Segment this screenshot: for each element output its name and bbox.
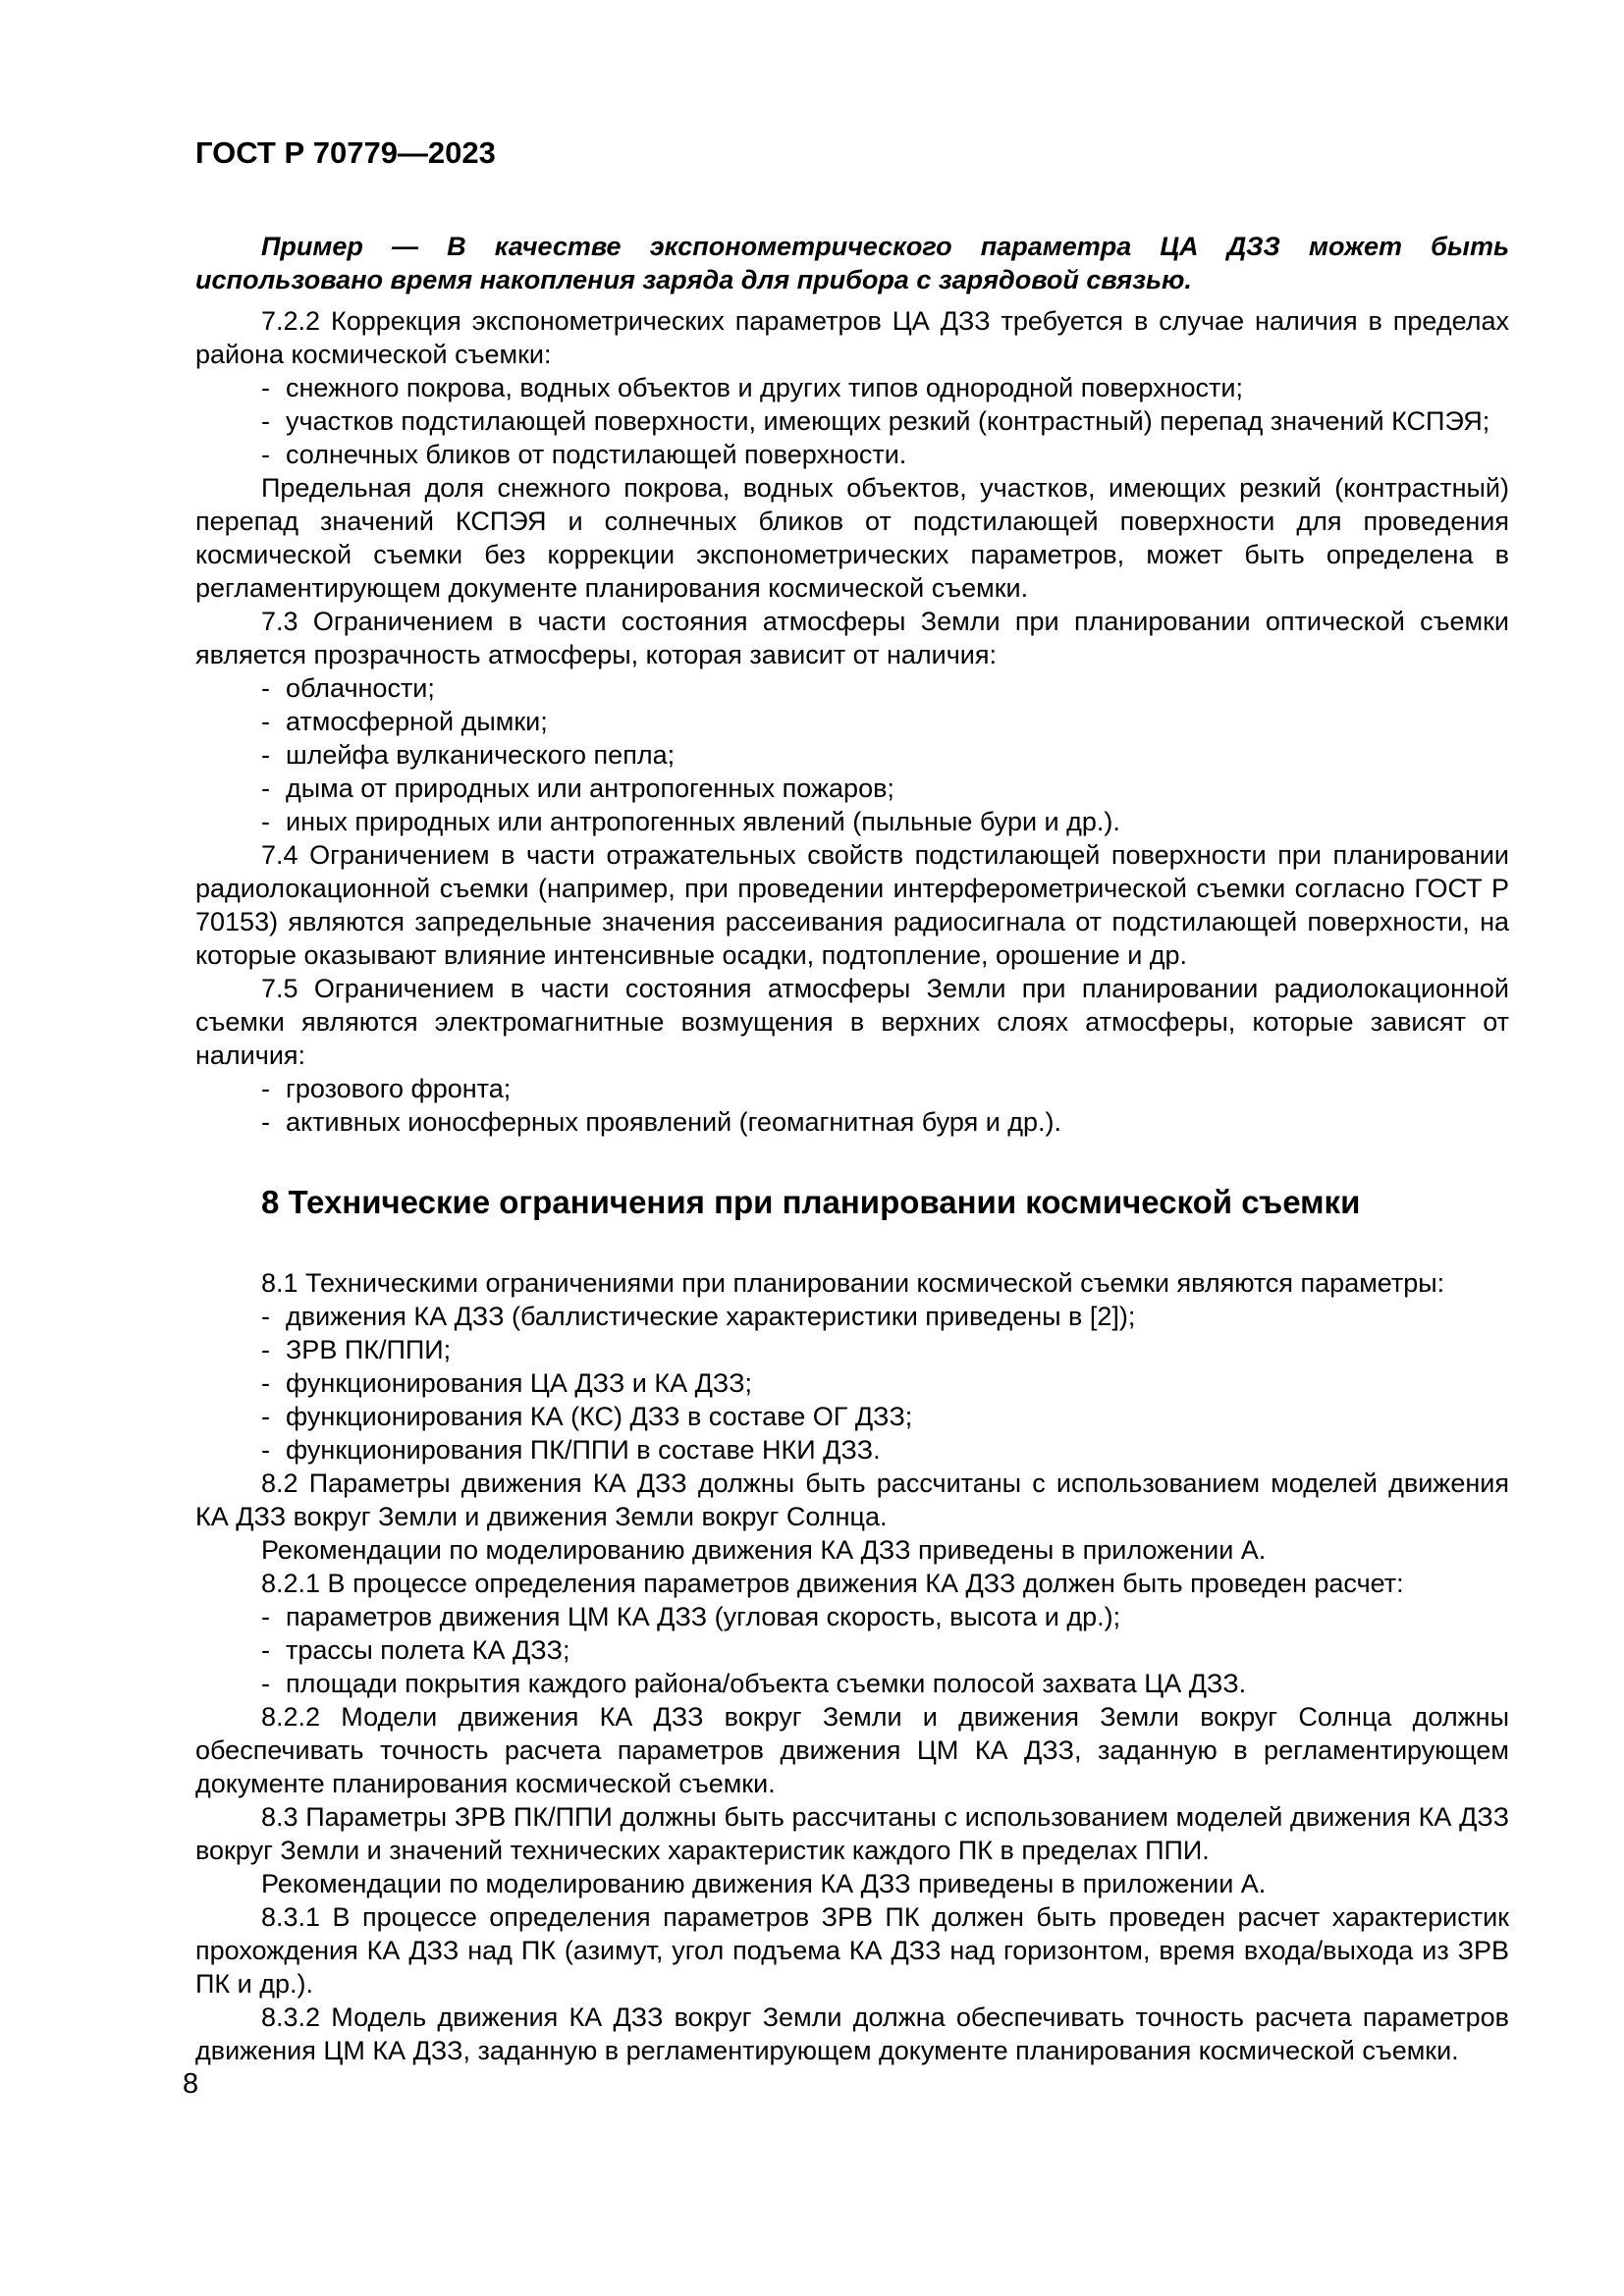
- dash-marker: -: [261, 1402, 270, 1431]
- list-item-text: грозового фронта;: [286, 1074, 512, 1103]
- paragraph-8-3: 8.3 Параметры ЗРВ ПК/ППИ должны быть рассчитаны с использованием моделей движения КА ДЗЗ вокруг Земли и значений технических характеристик каждого ПК в пределах ППИ.: [195, 1802, 1509, 1865]
- list-7-2-2: [195, 371, 1509, 471]
- dash-marker: -: [261, 707, 270, 736]
- list-item: [195, 1433, 1509, 1467]
- list-item: [195, 371, 1509, 404]
- list-8-2-1: [195, 1600, 1509, 1700]
- list-item: [195, 438, 1509, 471]
- list-item: [195, 1667, 1509, 1700]
- list-item: [195, 1072, 1509, 1105]
- paragraph-8-2-1: 8.2.1 В процессе определения параметров движения КА ДЗЗ должен быть проведен расчет:: [261, 1569, 1404, 1598]
- list-item-text: шлейфа вулканического пепла;: [286, 740, 676, 770]
- paragraph-8-2-recommendation: Рекомендации по моделированию движения КА ДЗЗ приведены в приложении А.: [261, 1535, 1267, 1565]
- list-item: [195, 671, 1509, 705]
- list-item-text: иных природных или антропогенных явлений (пыльные бури и др.).: [286, 807, 1120, 836]
- paragraph-7-2-2: 7.2.2 Коррекция экспонометрических параметров ЦА ДЗЗ требуется в случае наличия в пределах района космической съемки:: [195, 306, 1509, 369]
- list-item-text: параметров движения ЦМ КА ДЗЗ (угловая скорость, высота и др.);: [286, 1602, 1121, 1631]
- list-item-text: атмосферной дымки;: [286, 707, 548, 736]
- dash-marker: -: [261, 1074, 270, 1103]
- dash-marker: -: [261, 1635, 270, 1665]
- list-item-text: облачности;: [286, 673, 435, 703]
- list-item: [195, 404, 1509, 438]
- list-8-1: [195, 1300, 1509, 1467]
- paragraph-8-3-recommendation: Рекомендации по моделированию движения КА ДЗЗ приведены в приложении А.: [261, 1869, 1267, 1898]
- list-item-text: ЗРВ ПК/ППИ;: [286, 1335, 452, 1364]
- list-item: [195, 1633, 1509, 1667]
- dash-marker: -: [261, 440, 270, 469]
- paragraph-8-3-1: 8.3.1 В процессе определения параметров ЗРВ ПК должен быть проведен расчет характеристик прохождения КА ДЗЗ над ПК (азимут, угол подъема КА ДЗЗ над горизонтом, время входа/выхода из ЗРВ ПК и др.).: [195, 1902, 1509, 1999]
- list-item: [195, 805, 1509, 838]
- list-item-text: дыма от природных или антропогенных пожаров;: [286, 774, 894, 803]
- list-item: [195, 1400, 1509, 1433]
- section-8-heading: 8 Технические ограничения при планировании космической съемки: [261, 1184, 1361, 1220]
- list-item-text: функционирования ЦА ДЗЗ и КА ДЗЗ;: [286, 1368, 753, 1398]
- list-item: [195, 1333, 1509, 1366]
- dash-marker: -: [261, 774, 270, 803]
- dash-marker: -: [261, 1435, 270, 1465]
- paragraph-7-5: 7.5 Ограничением в части состояния атмосферы Земли при планировании радиолокационной съемки являются электромагнитные возмущения в верхних слоях атмосферы, которые зависят от наличия:: [195, 974, 1509, 1070]
- list-item-text: трассы полета КА ДЗЗ;: [286, 1635, 570, 1665]
- dash-marker: -: [261, 373, 270, 402]
- list-item-text: площади покрытия каждого района/объекта съемки полосой захвата ЦА ДЗЗ.: [286, 1669, 1247, 1698]
- dash-marker: -: [261, 1602, 270, 1631]
- list-item: [195, 1600, 1509, 1633]
- dash-marker: -: [261, 740, 270, 770]
- list-7-5: [195, 1072, 1509, 1139]
- list-item-text: солнечных бликов от подстилающей поверхности.: [286, 440, 907, 469]
- dash-marker: -: [261, 1669, 270, 1698]
- paragraph-8-3-2: 8.3.2 Модель движения КА ДЗЗ вокруг Земли должна обеспечивать точность расчета параметров движения ЦМ КА ДЗЗ, заданную в регламентирующем документе планирования космической съемки.: [195, 2002, 1509, 2065]
- dash-marker: -: [261, 1335, 270, 1364]
- paragraph-7-3: 7.3 Ограничением в части состояния атмосферы Земли при планировании оптической съемки является прозрачность атмосферы, которая зависит от наличия:: [195, 607, 1509, 669]
- list-item-text: участков подстилающей поверхности, имеющих резкий (контрастный) перепад значений КСПЭЯ;: [286, 406, 1490, 436]
- dash-marker: -: [261, 807, 270, 836]
- list-item: [195, 1366, 1509, 1400]
- list-item-text: функционирования ПК/ППИ в составе НКИ ДЗЗ.: [286, 1435, 881, 1465]
- list-item: [195, 705, 1509, 738]
- paragraph-8-1: 8.1 Техническими ограничениями при планировании космической съемки являются параметры:: [261, 1268, 1445, 1298]
- document-code: ГОСТ Р 70779—2023: [195, 135, 496, 170]
- list-item-text: движения КА ДЗЗ (баллистические характеристики приведены в [2]);: [286, 1302, 1136, 1331]
- paragraph-8-2: 8.2 Параметры движения КА ДЗЗ должны быть рассчитаны с использованием моделей движения КА ДЗЗ вокруг Земли и движения Земли вокруг Солнца.: [195, 1468, 1509, 1531]
- paragraph-limit-share: Предельная доля снежного покрова, водных объектов, участков, имеющих резкий (контрастный) перепад значений КСПЭЯ и солнечных бликов от подстилающей поверхности для проведения космической съемки без коррекции экспонометрических параметров, может быть определена в регламентирующем документе планирования космической съемки.: [195, 473, 1509, 603]
- page-number: 8: [183, 2068, 199, 2100]
- page-content: [195, 135, 1509, 2067]
- list-item: [195, 772, 1509, 805]
- list-7-3: [195, 671, 1509, 838]
- list-item: [195, 1300, 1509, 1333]
- list-item-text: активных ионосферных проявлений (геомагнитная буря и др.).: [286, 1107, 1062, 1137]
- list-item-text: снежного покрова, водных объектов и других типов однородной поверхности;: [286, 373, 1243, 402]
- dash-marker: -: [261, 1107, 270, 1137]
- dash-marker: -: [261, 1302, 270, 1331]
- example-note: Пример — В качестве экспонометрического параметра ЦА ДЗЗ может быть использовано время накопления заряда для прибора с зарядовой связью.: [195, 232, 1509, 294]
- paragraph-8-2-2: 8.2.2 Модели движения КА ДЗЗ вокруг Земли и движения Земли вокруг Солнца должны обеспечивать точность расчета параметров движения ЦМ КА ДЗЗ, заданную в регламентирующем документе планирования космической съемки.: [195, 1702, 1509, 1798]
- dash-marker: -: [261, 406, 270, 436]
- dash-marker: -: [261, 1368, 270, 1398]
- dash-marker: -: [261, 673, 270, 703]
- paragraph-7-4: 7.4 Ограничением в части отражательных свойств подстилающей поверхности при планировании радиолокационной съемки (например, при проведении интерферометрической съемки согласно ГОСТ Р 70153) являются запредельные значения рассеивания радиосигнала от подстилающей поверхности, на которые оказывают влияние интенсивные осадки, подтопление, орошение и др.: [195, 840, 1509, 970]
- list-item: [195, 738, 1509, 772]
- list-item: [195, 1105, 1509, 1139]
- list-item-text: функционирования КА (КС) ДЗЗ в составе ОГ ДЗЗ;: [286, 1402, 913, 1431]
